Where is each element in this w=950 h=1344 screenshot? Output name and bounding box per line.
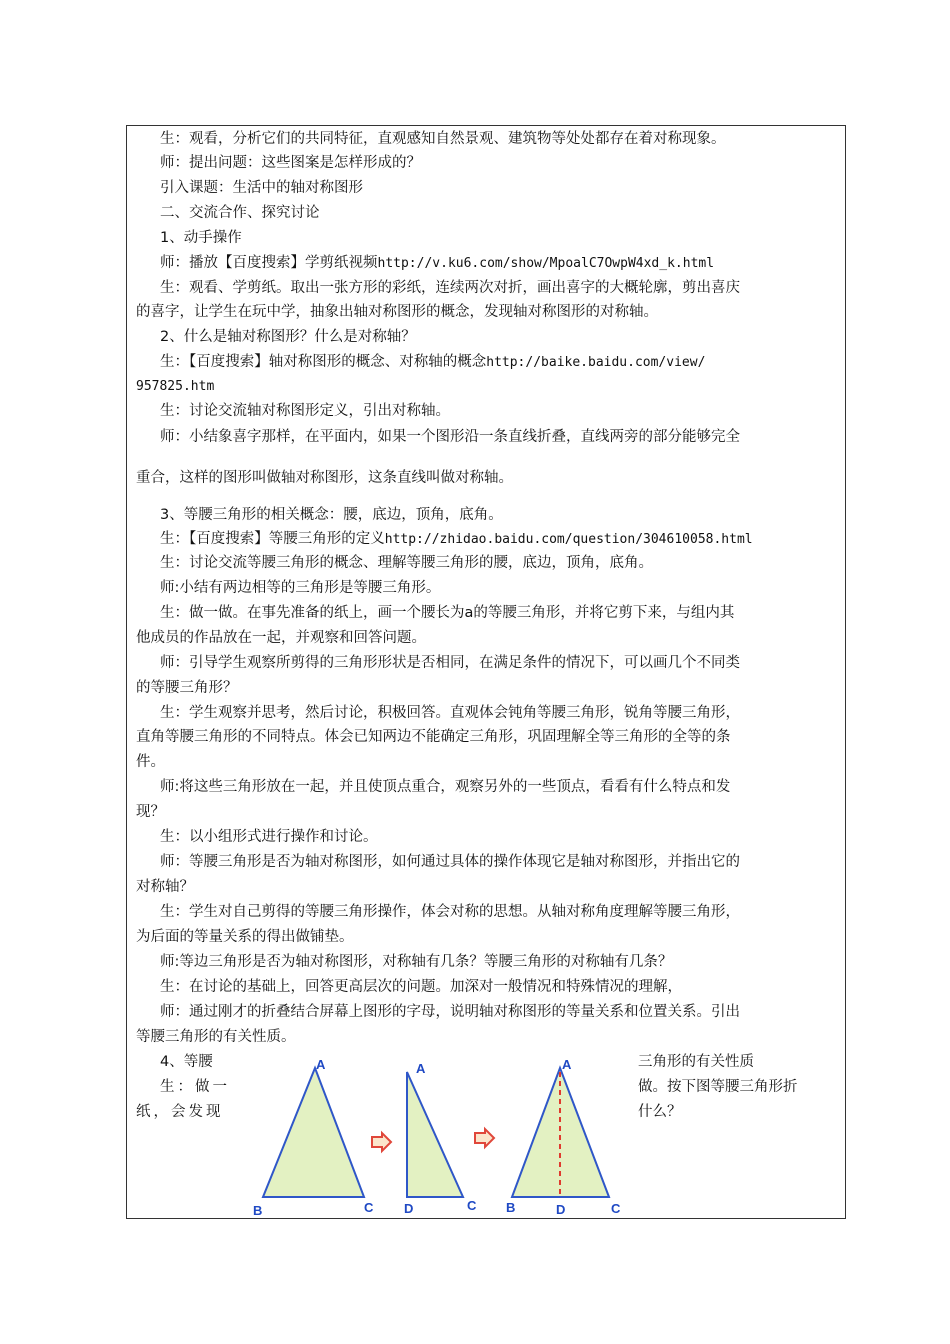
label-a: A bbox=[316, 1057, 326, 1072]
text-line: 生：讨论交流轴对称图形定义，引出对称轴。 bbox=[160, 403, 450, 419]
url-link[interactable]: http://baike.baidu.com/view/ bbox=[486, 355, 706, 370]
text-line: 师：通过刚才的折叠结合屏幕上图形的字母，说明轴对称图形的等量关系和位置关系。引出 bbox=[160, 1004, 740, 1020]
text-line: 他成员的作品放在一起，并观察和回答问题。 bbox=[136, 630, 426, 646]
text-line: 1、动手操作 bbox=[160, 230, 242, 246]
text-line: 生：学生观察并思考，然后讨论，积极回答。直观体会钝角等腰三角形，锐角等腰三角形， bbox=[160, 705, 740, 721]
text-line: 为后面的等量关系的得出做铺垫。 bbox=[136, 929, 354, 945]
text-line: 直角等腰三角形的不同特点。体会已知两边不能确定三角形，巩固理解全等三角形的全等的条 bbox=[136, 729, 731, 745]
text-line: 重合，这样的图形叫做轴对称图形，这条直线叫做对称轴。 bbox=[136, 470, 513, 486]
text-line: 师:等边三角形是否为轴对称图形，对称轴有几条？等腰三角形的对称轴有几条？ bbox=[160, 954, 673, 970]
text-line: 生：做一 bbox=[160, 1079, 230, 1095]
text-line: 纸，会发现 bbox=[136, 1104, 224, 1120]
text-line: 做。按下图等腰三角形折 bbox=[638, 1079, 798, 1095]
label-c: C bbox=[467, 1198, 477, 1213]
text-line: 生：学生对自己剪得的等腰三角形操作，体会对称的思想。从轴对称角度理解等腰三角形， bbox=[160, 904, 740, 920]
label-c: C bbox=[611, 1201, 621, 1216]
text-line: 生：观看、学剪纸。取出一张方形的彩纸，连续两次对折，画出喜字的大概轮廓，剪出喜庆 bbox=[160, 280, 740, 296]
text-line: 二、交流合作、探究讨论 bbox=[160, 205, 320, 221]
folded-triangle-adc bbox=[407, 1072, 463, 1197]
text-line bbox=[160, 253, 714, 274]
text-line: 生：在讨论的基础上，回答更高层次的问题。加深对一般情况和特殊情况的理解， bbox=[160, 979, 682, 995]
isosceles-triangle-abc bbox=[263, 1068, 364, 1197]
text-segment: 师：播放【百度搜索】学剪纸视频 bbox=[160, 255, 378, 271]
triangle-folding-figure bbox=[245, 1055, 630, 1220]
url-link[interactable]: http://zhidao.baidu.com/question/304610058.html bbox=[384, 532, 753, 547]
text-line: 引入课题：生活中的轴对称图形 bbox=[160, 180, 363, 196]
text-line: 2、什么是轴对称图形？什么是对称轴？ bbox=[160, 329, 416, 345]
isosceles-triangle-with-axis bbox=[512, 1068, 609, 1197]
text-line: 师：引导学生观察所剪得的三角形形状是否相同，在满足条件的情况下，可以画几个不同类 bbox=[160, 655, 740, 671]
text-line: 3、等腰三角形的相关概念：腰，底边，顶角，底角。 bbox=[160, 507, 503, 523]
text-line: 什么？ bbox=[638, 1104, 682, 1120]
label-a: A bbox=[562, 1057, 572, 1072]
text-line: 4、等腰 bbox=[160, 1054, 213, 1070]
label-b: B bbox=[506, 1200, 516, 1215]
text-line bbox=[160, 529, 753, 550]
right-arrow-icon bbox=[372, 1133, 391, 1151]
text-line: 对称轴？ bbox=[136, 879, 194, 895]
text-line: 师：小结象喜字那样，在平面内，如果一个图形沿一条直线折叠，直线两旁的部分能够完全 bbox=[160, 429, 740, 445]
text-line: 生：观看，分析它们的共同特征，直观感知自然景观、建筑物等处处都存在着对称现象。 bbox=[160, 131, 726, 147]
text-line: 等腰三角形的有关性质。 bbox=[136, 1029, 296, 1045]
text-line: 的喜字，让学生在玩中学，抽象出轴对称图形的概念，发现轴对称图形的对称轴。 bbox=[136, 304, 658, 320]
text-line: 的等腰三角形？ bbox=[136, 680, 238, 696]
right-arrow-icon bbox=[475, 1129, 494, 1147]
label-b: B bbox=[253, 1203, 263, 1218]
text-line: 生：讨论交流等腰三角形的概念、理解等腰三角形的腰，底边，顶角，底角。 bbox=[160, 555, 653, 571]
label-c: C bbox=[364, 1200, 374, 1215]
text-line: 件。 bbox=[136, 754, 165, 770]
text-line: 师：提出问题：这些图案是怎样形成的？ bbox=[160, 155, 421, 171]
label-d: D bbox=[404, 1201, 414, 1216]
text-segment: 生：【百度搜索】轴对称图形的概念、对称轴的概念 bbox=[160, 354, 487, 370]
text-line: 生：做一做。在事先准备的纸上，画一个腰长为a的等腰三角形，并将它剪下来，与组内其 bbox=[160, 605, 735, 621]
text-line: 现？ bbox=[136, 804, 165, 820]
url-link[interactable]: http://v.ku6.com/show/MpoalC7OwpW4xd_k.html bbox=[377, 256, 715, 271]
text-line: 师:小结有两边相等的三角形是等腰三角形。 bbox=[160, 580, 441, 596]
text-segment: 生：【百度搜索】等腰三角形的定义 bbox=[160, 531, 385, 547]
text-line: 师:将这些三角形放在一起，并且使顶点重合，观察另外的一些顶点，看看有什么特点和发 bbox=[160, 779, 731, 795]
label-d: D bbox=[556, 1202, 566, 1217]
text-line: 师：等腰三角形是否为轴对称图形，如何通过具体的操作体现它是轴对称图形，并指出它的 bbox=[160, 854, 740, 870]
text-line: 生：以小组形式进行操作和讨论。 bbox=[160, 829, 378, 845]
url-link[interactable]: 957825.htm bbox=[136, 379, 215, 394]
text-line: 三角形的有关性质 bbox=[638, 1054, 754, 1070]
text-line bbox=[160, 352, 705, 373]
label-a: A bbox=[416, 1061, 426, 1076]
